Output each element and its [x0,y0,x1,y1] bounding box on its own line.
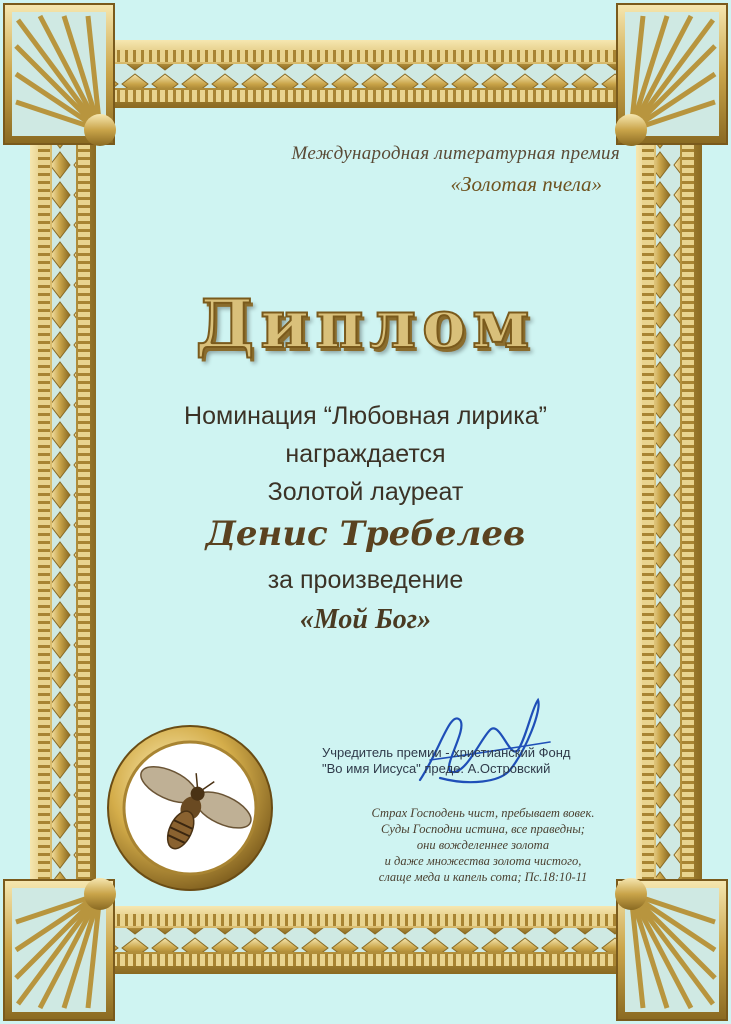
work-title: «Мой Бог» [299,604,432,635]
founder-block [322,745,570,777]
corner-bottom-left [4,878,116,1020]
corner-top-left [4,4,116,146]
scripture-quote [328,805,638,885]
award-name-line: Международная литературная премия [291,143,620,164]
awarded-line: награждается [285,440,446,468]
corner-top-right [615,4,727,146]
scripture-line-3: они вожделеннее золота [416,838,550,852]
corner-bottom-right [615,878,727,1020]
nomination-line: Номинация “Любовная лирика” [184,402,547,430]
scripture-line-1: Страх Господень чист, пребывает вовек. [371,806,595,820]
scripture-line-2: Суды Господни истина, все праведны; [381,822,585,836]
frame-bottom-band [100,906,631,974]
scripture-line-4: и даже множества золота чистого, [384,854,582,868]
for-work-line: за произведение [267,566,464,594]
scripture-line-5: слаще меда и капель сота; Пс.18:10-11 [378,870,588,884]
award-title-line: «Золотая пчела» [450,172,602,196]
bee-medal [106,724,274,892]
frame-top-band [100,40,631,108]
laureate-name: Денис Требелев [205,514,526,554]
diploma-title: Диплом [195,285,536,363]
founder-line-1: Учредитель премии - христианский Фонд [322,745,571,760]
founder-line-2: "Во имя Иисуса" преде. А.Островский [322,761,551,776]
rank-line: Золотой лауреат [267,478,464,506]
